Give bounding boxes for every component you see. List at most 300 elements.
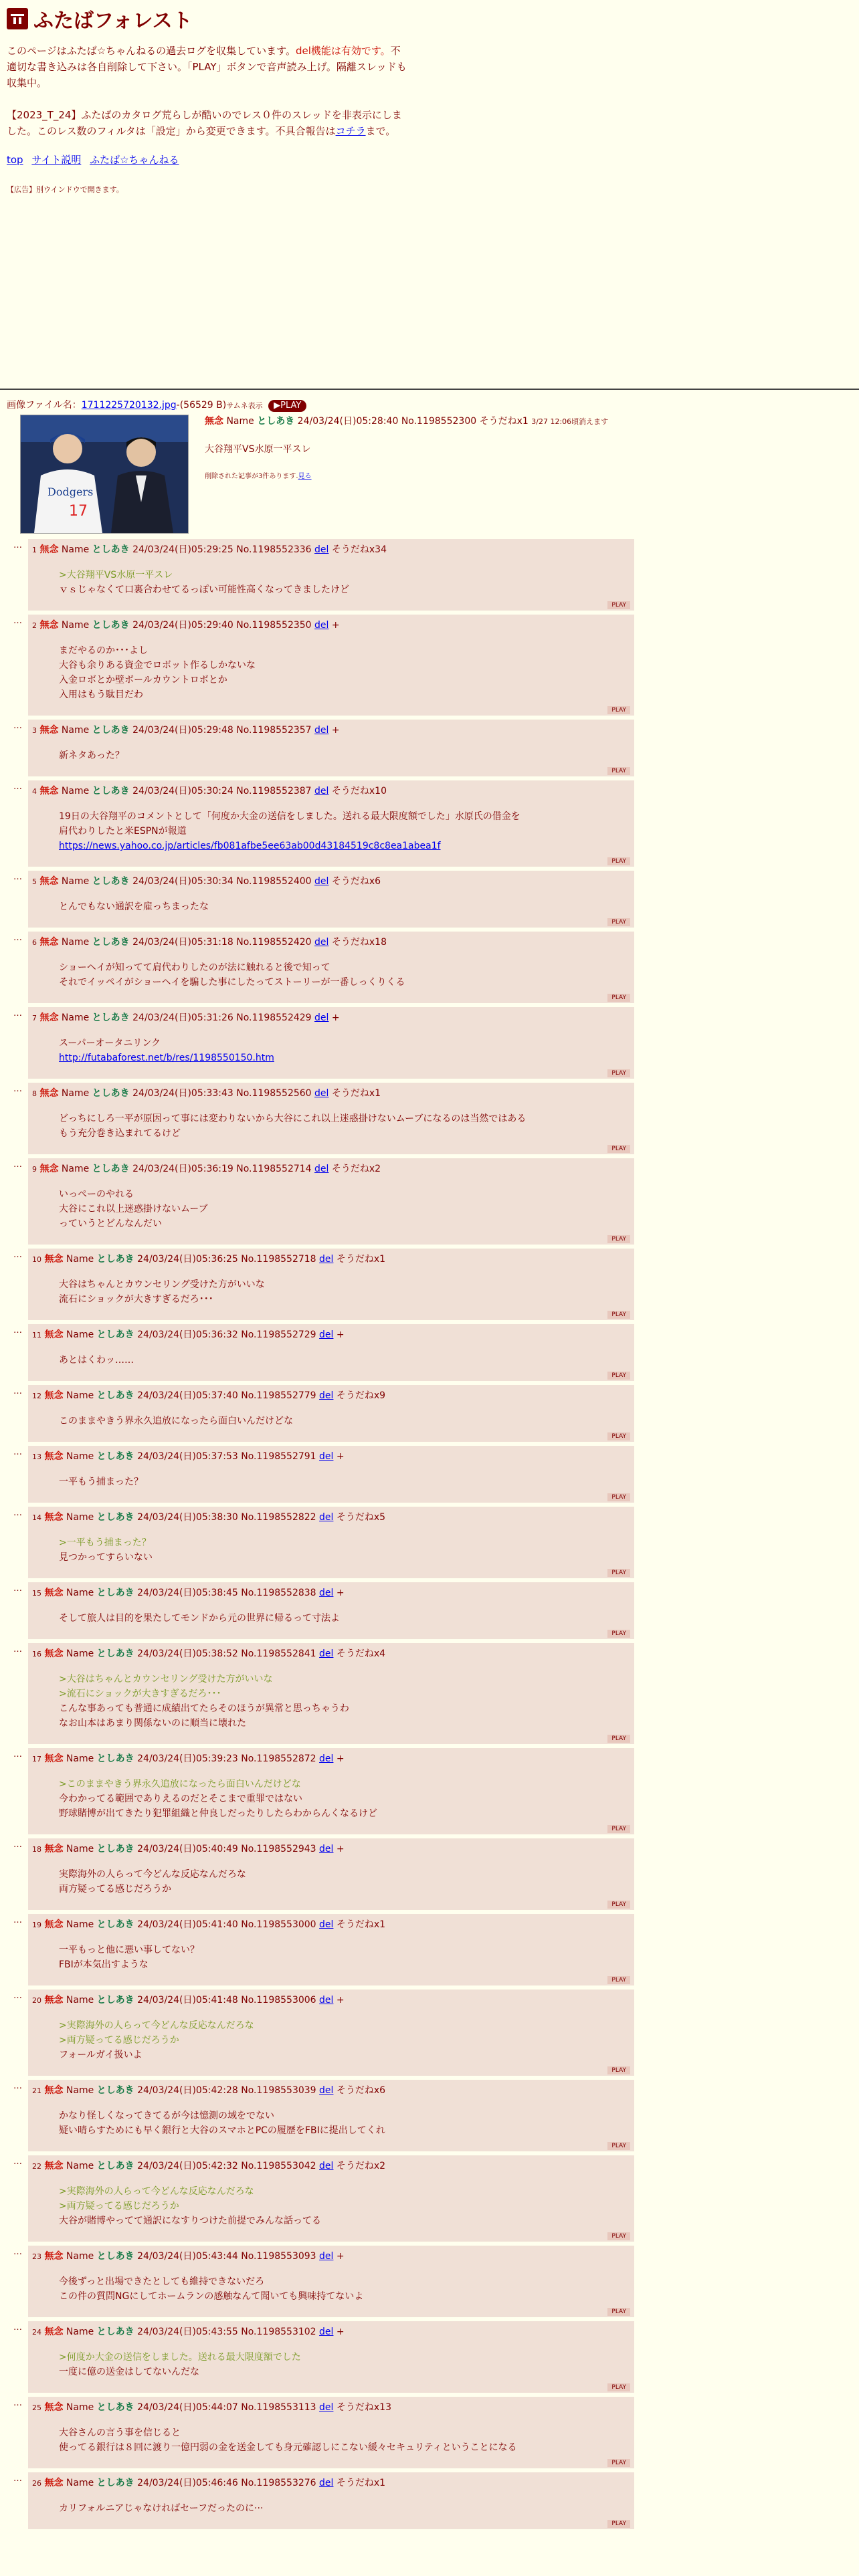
reply-ellipsis-icon: … — [13, 2474, 22, 2484]
reply-soudane-button[interactable]: + — [336, 2251, 345, 2262]
reply-soudane-button[interactable]: + — [331, 725, 340, 736]
reply-del-link[interactable]: del — [319, 1588, 334, 1598]
reply-post — [28, 1158, 634, 1245]
reply-play-button[interactable]: PLAY — [607, 1825, 630, 1833]
reply-number[interactable]: No.1198553093 — [241, 2251, 316, 2262]
reply-play-button[interactable]: PLAY — [607, 1069, 630, 1077]
reply-number[interactable]: No.1198553006 — [241, 1995, 316, 2006]
reply-number[interactable]: No.1198552714 — [236, 1164, 312, 1174]
reply-quote-line: >両方疑ってる感じだろうか — [59, 2035, 179, 2046]
reply-number[interactable]: No.1198553113 — [241, 2402, 316, 2413]
reply-play-button[interactable]: PLAY — [607, 2459, 630, 2467]
reply-post — [28, 2472, 634, 2529]
reply-play-row — [32, 1491, 630, 1501]
reply-play-button[interactable]: PLAY — [607, 857, 630, 865]
reply-del-link[interactable]: del — [314, 725, 329, 736]
reply-quote-line: >実際海外の人らって今どんな反応なんだろな — [59, 2020, 254, 2031]
reply-play-row — [32, 2517, 630, 2528]
reply-date: 24/03/24(日)05:31:26 — [132, 1012, 233, 1023]
reply-del-link[interactable]: del — [319, 1919, 334, 1930]
reply-del-link[interactable]: del — [314, 876, 329, 887]
reply-name-label: Name — [66, 2161, 94, 2171]
reply-subject: 無念 — [44, 2251, 64, 2262]
reply-play-row — [32, 704, 630, 714]
reply-play-button[interactable]: PLAY — [607, 767, 630, 775]
reply-index: 18 — [32, 1845, 41, 1854]
reply-date: 24/03/24(日)05:40:49 — [137, 1844, 238, 1854]
reply-quote-line: >一平もう捕まった？ — [59, 1537, 151, 1548]
reply-date: 24/03/24(日)05:36:25 — [137, 1254, 238, 1265]
reply-name: としあき — [96, 1512, 134, 1523]
reply-line: 大谷が賭博やってて通訳になすりつけた前提でみんな話ってる — [59, 2216, 321, 2226]
nav-link-top[interactable]: top — [7, 154, 23, 166]
reply-number[interactable]: No.1198552872 — [241, 1753, 316, 1764]
reply-quote-line: >このままやきう界永久追放になったら面白いんだけどな — [59, 1779, 301, 1790]
reply-meta — [32, 1842, 630, 1856]
reply-number[interactable]: No.1198552357 — [236, 725, 312, 736]
reply-post — [28, 2321, 634, 2393]
reply-date: 24/03/24(日)05:46:46 — [137, 2478, 238, 2488]
reply-ellipsis-icon: … — [13, 1160, 22, 1170]
reply-soudane-button[interactable]: + — [336, 1844, 345, 1854]
reply-meta — [32, 1918, 630, 1932]
reply-number[interactable]: No.1198552400 — [236, 876, 312, 887]
reply-index: 3 — [32, 726, 37, 735]
reply-play-button[interactable]: PLAY — [607, 2308, 630, 2316]
reply-soudane-button[interactable]: そうだねx1 — [336, 2478, 386, 2488]
reply-soudane-button[interactable]: + — [336, 1995, 345, 2006]
reply-date: 24/03/24(日)05:36:19 — [132, 1164, 233, 1174]
nav-link-about[interactable]: サイト説明 — [31, 154, 82, 166]
reply-ellipsis-icon: … — [13, 616, 22, 626]
reply-play-button[interactable]: PLAY — [607, 2066, 630, 2074]
reply-ellipsis-icon: … — [13, 1250, 22, 1260]
reply-name: としあき — [96, 1844, 134, 1854]
reply-line: 一度に億の送金はしてないんだな — [59, 2367, 199, 2377]
reply-play-button[interactable]: PLAY — [607, 1145, 630, 1153]
reply-index: 26 — [32, 2479, 41, 2488]
reply-del-link[interactable]: del — [319, 1753, 334, 1764]
reply-soudane-button[interactable]: そうだねx4 — [336, 1648, 386, 1659]
reply-line: 新ネタあった？ — [59, 750, 124, 761]
reply-date: 24/03/24(日)05:42:32 — [137, 2161, 238, 2171]
reply-number[interactable]: No.1198552822 — [241, 1512, 316, 1523]
reply-soudane-button[interactable]: そうだねx18 — [331, 937, 387, 948]
reply-post — [28, 2246, 634, 2317]
reply-line: 大谷はちゃんとカウンセリング受けた方がいいな — [59, 1279, 265, 1290]
reply-soudane-button[interactable]: + — [336, 1588, 345, 1598]
reply-play-button[interactable]: PLAY — [607, 1311, 630, 1319]
reply-index: 2 — [32, 621, 37, 630]
reply-number[interactable]: No.1198552791 — [241, 1451, 316, 1462]
reply-line: カリフォルニアじゃなければセーフだったのに··· — [59, 2503, 264, 2514]
reply-del-link[interactable]: del — [319, 1254, 334, 1265]
reply-play-button[interactable]: PLAY — [607, 1235, 630, 1243]
reply-post — [28, 871, 634, 928]
reply-ellipsis-icon: … — [13, 2247, 22, 2257]
reply-date: 24/03/24(日)05:31:18 — [132, 937, 233, 948]
reply-del-link[interactable]: del — [314, 620, 329, 631]
reply-row — [13, 615, 852, 716]
file-size: -(56529 B) — [176, 400, 227, 411]
reply-play-row — [32, 916, 630, 926]
reply-meta — [32, 2401, 630, 2415]
reply-soudane-button[interactable]: そうだねx1 — [331, 1088, 381, 1099]
reply-meta — [32, 1389, 630, 1403]
reply-name-label: Name — [66, 1512, 94, 1523]
reply-del-link[interactable]: del — [319, 1512, 334, 1523]
reply-del-link[interactable]: del — [319, 1844, 334, 1854]
reply-name-label: Name — [66, 1451, 94, 1462]
reply-play-button[interactable]: PLAY — [607, 1735, 630, 1743]
reply-ellipsis-icon: … — [13, 721, 22, 731]
intro-part1: このページはふたば☆ちゃんねるの過去ログを収集しています。 — [7, 45, 296, 57]
reply-text — [59, 2018, 630, 2062]
reply-del-link[interactable]: del — [314, 937, 329, 948]
reply-del-link[interactable]: del — [314, 1012, 329, 1023]
reply-line: FBIが本気出すような — [59, 1959, 149, 1970]
reply-date: 24/03/24(日)05:38:52 — [137, 1648, 238, 1659]
reply-play-row — [32, 2139, 630, 2150]
reply-number[interactable]: No.1198553102 — [241, 2327, 316, 2337]
reply-line: 今後ずっと出場できたとしても維持できないだろ — [59, 2276, 265, 2287]
reply-soudane-button[interactable]: + — [336, 1329, 345, 1340]
reply-soudane-button[interactable]: そうだねx9 — [336, 1390, 386, 1401]
reply-ellipsis-icon: … — [13, 2323, 22, 2333]
notice-link[interactable]: コチラ — [335, 125, 366, 137]
reply-text — [59, 1777, 630, 1821]
reply-name: としあき — [96, 1753, 134, 1764]
op-expire: 3/27 12:06頃消えます — [531, 417, 609, 426]
reply-link[interactable]: https://news.yahoo.co.jp/articles/fb081afbe5ee63ab00d43184519c8c8ea1abea1f — [59, 841, 441, 851]
reply-play-button[interactable]: PLAY — [607, 1432, 630, 1440]
reply-play-button[interactable]: PLAY — [607, 1976, 630, 1984]
reply-name-label: Name — [66, 1588, 94, 1598]
reply-soudane-button[interactable]: + — [331, 620, 340, 631]
reply-row — [13, 1158, 852, 1245]
reply-del-link[interactable]: del — [319, 1390, 334, 1401]
reply-soudane-button[interactable]: そうだねx2 — [336, 2161, 386, 2171]
reply-index: 17 — [32, 1755, 41, 1763]
op-thumbnail[interactable] — [20, 415, 189, 534]
reply-soudane-button[interactable]: + — [331, 1012, 340, 1023]
nav-links — [7, 152, 852, 167]
reply-ellipsis-icon: … — [13, 1008, 22, 1018]
op-post — [7, 415, 852, 534]
notice-body: 【2023_T_24】ふたばのカタログ荒らしが酷いのでレス０件のスレッドを非表示にしました。このレス数のフィルタは「設定」から変更できます。不具合報告は — [7, 109, 402, 137]
reply-play-row — [32, 1369, 630, 1380]
reply-name-label: Name — [66, 1390, 94, 1401]
reply-play-button[interactable]: PLAY — [607, 1901, 630, 1909]
reply-name: としあき — [92, 786, 130, 796]
reply-line: 今わかってる範囲でありえるのだとそこまで重罪ではない — [59, 1794, 302, 1804]
op-subject: 無念 — [205, 416, 223, 427]
reply-del-link[interactable]: del — [319, 1648, 334, 1659]
reply-text — [59, 2109, 630, 2138]
reply-number[interactable]: No.1198552838 — [241, 1588, 316, 1598]
reply-soudane-button[interactable]: そうだねx5 — [336, 1512, 386, 1523]
svg-text:17: 17 — [69, 503, 88, 520]
reply-line: フォールガイ扱いよ — [59, 2050, 142, 2060]
reply-ellipsis-icon: … — [13, 1386, 22, 1396]
reply-subject: 無念 — [44, 1995, 64, 2006]
reply-name-label: Name — [61, 1012, 90, 1023]
notice-text — [7, 107, 408, 139]
reply-del-link[interactable]: del — [319, 2161, 334, 2171]
reply-subject: 無念 — [39, 876, 59, 887]
reply-subject: 無念 — [44, 1329, 64, 1340]
reply-name-label: Name — [61, 876, 90, 887]
reply-play-button[interactable]: PLAY — [607, 706, 630, 714]
reply-play-row — [32, 1142, 630, 1153]
reply-ellipsis-icon: … — [13, 1584, 22, 1594]
reply-line: 野球賭博が出てきたり犯罪組織と仲良しだったりしたらわからんくなるけど — [59, 1808, 377, 1819]
reply-play-row — [32, 1566, 630, 1577]
reply-subject: 無念 — [44, 1844, 64, 1854]
reply-name: としあき — [96, 2251, 134, 2262]
reply-number[interactable]: No.1198553000 — [241, 1919, 316, 1930]
reply-play-button[interactable]: PLAY — [607, 601, 630, 609]
reply-text — [59, 1535, 630, 1565]
reply-soudane-button[interactable]: そうだねx6 — [336, 2085, 386, 2096]
reply-index: 4 — [32, 787, 37, 796]
reply-line: 使ってる銀行は８回に渡り一億円弱の金を送金しても身元確認しにこない緩々セキュリティということになる — [59, 2442, 517, 2453]
reply-post — [28, 1748, 634, 1834]
reply-row — [13, 1748, 852, 1834]
intro-red: del機能は有効です。 — [295, 45, 391, 57]
reply-del-link[interactable]: del — [319, 1995, 334, 2006]
reply-name: としあき — [96, 1329, 134, 1340]
reply-index: 10 — [32, 1255, 41, 1264]
reply-number[interactable]: No.1198553276 — [241, 2478, 316, 2488]
reply-row — [13, 539, 852, 611]
reply-meta — [32, 2084, 630, 2098]
reply-play-button[interactable]: PLAY — [607, 2383, 630, 2391]
reply-text — [59, 1187, 630, 1231]
reply-text — [59, 1611, 630, 1626]
reply-row — [13, 1838, 852, 1910]
op-name: としあき — [257, 416, 295, 427]
reply-post — [28, 1582, 634, 1639]
reply-quote-line: >流石にショックが大きすぎるだろ･･･ — [59, 1689, 221, 1699]
reply-name: としあき — [96, 1390, 134, 1401]
reply-row — [13, 932, 852, 1003]
op-play-label: PLAY — [280, 401, 302, 411]
op-number[interactable]: No.1198552300 — [401, 416, 477, 427]
reply-post — [28, 2155, 634, 2242]
reply-del-link[interactable]: del — [314, 1088, 329, 1099]
reply-text — [59, 568, 630, 597]
op-deleted-note — [205, 470, 608, 480]
reply-name: としあき — [96, 2161, 134, 2171]
reply-subject: 無念 — [44, 1512, 64, 1523]
reply-line: もう充分巻き込まれてるけど — [59, 1128, 181, 1139]
reply-play-button[interactable]: PLAY — [607, 2520, 630, 2528]
nav-link-futaba[interactable]: ふたば☆ちゃんねる — [90, 154, 179, 166]
reply-row — [13, 2397, 852, 2468]
reply-subject: 無念 — [44, 1919, 64, 1930]
reply-soudane-button[interactable]: そうだねx6 — [331, 876, 381, 887]
reply-del-link[interactable]: del — [314, 1164, 329, 1174]
reply-number[interactable]: No.1198552387 — [236, 786, 312, 796]
reply-name: としあき — [92, 876, 130, 887]
reply-link[interactable]: http://futabaforest.net/b/res/1198550150.htm — [59, 1053, 274, 1063]
reply-text — [59, 2426, 630, 2455]
reply-del-link[interactable]: del — [319, 2478, 334, 2488]
reply-del-link[interactable]: del — [319, 2402, 334, 2413]
reply-date: 24/03/24(日)05:30:34 — [132, 876, 233, 887]
reply-line: 19日の大谷翔平のコメントとして「何度か大金の送信をしました。送れる最大限度額でした」水原氏の借金を — [59, 811, 520, 822]
reply-row — [13, 1582, 852, 1639]
reply-name: としあき — [96, 2402, 134, 2413]
reply-del-link[interactable]: del — [319, 1451, 334, 1462]
reply-meta — [32, 2325, 630, 2339]
reply-subject: 無念 — [44, 2478, 64, 2488]
op-deleted-text: 削除された記事が3件あります. — [205, 473, 298, 480]
reply-meta — [32, 2476, 630, 2490]
reply-ellipsis-icon: … — [13, 1749, 22, 1759]
reply-play-button[interactable]: PLAY — [607, 994, 630, 1002]
reply-play-row — [32, 1973, 630, 1984]
reply-number[interactable]: No.1198552429 — [236, 1012, 312, 1023]
reply-date: 24/03/24(日)05:29:25 — [132, 544, 233, 555]
reply-del-link[interactable]: del — [314, 544, 329, 555]
reply-play-row — [32, 599, 630, 609]
reply-number[interactable]: No.1198552779 — [241, 1390, 316, 1401]
reply-play-row — [32, 991, 630, 1002]
reply-number[interactable]: No.1198552336 — [236, 544, 312, 555]
reply-text — [59, 1943, 630, 1972]
reply-name: としあき — [96, 2085, 134, 2096]
reply-index: 15 — [32, 1589, 41, 1598]
reply-number[interactable]: No.1198552350 — [236, 620, 312, 631]
reply-del-link[interactable]: del — [319, 2327, 334, 2337]
reply-post — [28, 780, 634, 867]
reply-ellipsis-icon: … — [13, 2081, 22, 2091]
reply-play-row — [32, 1232, 630, 1243]
reply-name-label: Name — [66, 1995, 94, 2006]
reply-play-button[interactable]: PLAY — [607, 1493, 630, 1501]
reply-index: 21 — [32, 2086, 41, 2095]
reply-meta — [32, 1647, 630, 1661]
reply-soudane-button[interactable]: + — [336, 1753, 345, 1764]
futaba-logo-icon[interactable] — [7, 8, 28, 29]
reply-row — [13, 2155, 852, 2242]
reply-row — [13, 1083, 852, 1154]
reply-play-button[interactable]: PLAY — [607, 2232, 630, 2240]
reply-del-link[interactable]: del — [319, 2085, 334, 2096]
reply-number[interactable]: No.1198552841 — [241, 1648, 316, 1659]
reply-soudane-button[interactable]: そうだねx1 — [336, 1919, 386, 1930]
reply-soudane-button[interactable]: そうだねx10 — [331, 786, 387, 796]
reply-post — [28, 2397, 634, 2468]
reply-number[interactable]: No.1198552718 — [241, 1254, 316, 1265]
reply-meta — [32, 1162, 630, 1176]
reply-soudane-button[interactable]: そうだねx34 — [331, 544, 387, 555]
reply-name-label: Name — [66, 1844, 94, 1854]
page-header — [0, 0, 859, 195]
reply-text — [59, 1111, 630, 1141]
reply-name: としあき — [92, 620, 130, 631]
reply-post — [28, 1385, 634, 1442]
reply-text — [59, 1672, 630, 1731]
reply-line: そして旅人は目的を果たしてモンドから元の世界に帰るって寸法よ — [59, 1613, 340, 1624]
reply-name-label: Name — [66, 1329, 94, 1340]
reply-play-row — [32, 1430, 630, 1440]
reply-number[interactable]: No.1198553042 — [241, 2161, 316, 2171]
reply-soudane-button[interactable]: + — [336, 1451, 345, 1462]
reply-number[interactable]: No.1198552943 — [241, 1844, 316, 1854]
reply-ellipsis-icon: … — [13, 1084, 22, 1094]
reply-quote-line: >大谷はちゃんとカウンセリング受けた方がいいな — [59, 1674, 273, 1685]
reply-soudane-button[interactable]: + — [336, 2327, 345, 2337]
reply-name-label: Name — [61, 544, 90, 555]
reply-play-button[interactable]: PLAY — [607, 1630, 630, 1638]
reply-play-button[interactable]: PLAY — [607, 2142, 630, 2150]
reply-del-link[interactable]: del — [319, 1329, 334, 1340]
reply-index: 25 — [32, 2403, 41, 2412]
op-text: 大谷翔平VS水原一平スレ — [205, 444, 311, 455]
reply-date: 24/03/24(日)05:43:55 — [137, 2327, 238, 2337]
reply-number[interactable]: No.1198552420 — [236, 937, 312, 948]
op-soudane-button[interactable]: そうだねx1 — [479, 416, 529, 427]
reply-line: 一平もう捕まった？ — [59, 1477, 143, 1487]
site-title-text[interactable]: ふたばフォレスト — [33, 9, 193, 33]
intro-text — [7, 43, 408, 91]
reply-soudane-button[interactable]: そうだねx1 — [336, 1254, 386, 1265]
reply-meta — [32, 619, 630, 633]
reply-name: としあき — [96, 1919, 134, 1930]
reply-quote-line: >両方疑ってる感じだろうか — [59, 2201, 179, 2212]
reply-subject: 無念 — [44, 1451, 64, 1462]
reply-meta — [32, 1586, 630, 1600]
reply-text — [59, 809, 630, 853]
reply-ellipsis-icon: … — [13, 782, 22, 792]
reply-line: 肩代わりしたと米ESPNが報道 — [59, 826, 187, 837]
reply-number[interactable]: No.1198552729 — [241, 1329, 316, 1340]
reply-soudane-button[interactable]: そうだねx13 — [336, 2402, 391, 2413]
op-play-button[interactable]: ▶PLAY — [268, 400, 306, 412]
reply-post — [28, 1007, 634, 1079]
reply-soudane-button[interactable]: そうだねx2 — [331, 1164, 381, 1174]
op-deleted-link[interactable]: 見る — [298, 473, 312, 480]
reply-play-button[interactable]: PLAY — [607, 918, 630, 926]
reply-line: 大谷も余りある資金でロボット作るしかないな — [59, 660, 256, 671]
reply-play-button[interactable]: PLAY — [607, 1569, 630, 1577]
reply-line: 実際海外の人らって今どんな反応なんだろな — [59, 1869, 246, 1880]
reply-del-link[interactable]: del — [314, 786, 329, 796]
reply-subject: 無念 — [44, 1390, 64, 1401]
reply-text — [59, 2501, 630, 2516]
reply-index: 5 — [32, 877, 37, 886]
reply-number[interactable]: No.1198553039 — [241, 2085, 316, 2096]
reply-play-button[interactable]: PLAY — [607, 1372, 630, 1380]
reply-del-link[interactable]: del — [319, 2251, 334, 2262]
reply-number[interactable]: No.1198552560 — [236, 1088, 312, 1099]
reply-post — [28, 1643, 634, 1744]
reply-name: としあき — [92, 937, 130, 948]
reply-line: 入用はもう駄目だわ — [59, 689, 143, 700]
reply-play-row — [32, 1732, 630, 1743]
reply-name: としあき — [92, 725, 130, 736]
reply-meta — [32, 1011, 630, 1025]
reply-play-row — [32, 2305, 630, 2316]
reply-line: この件の質問NGにしてホームランの感触なんて聞いても興味持てないよ — [59, 2291, 364, 2302]
file-size-note: サムネ表示 — [226, 401, 263, 410]
reply-post — [28, 1507, 634, 1578]
reply-line: ｖｓじゃなくて口裏合わせてるっぽい可能性高くなってきましたけど — [59, 584, 349, 595]
file-link[interactable]: 1711225720132.jpg — [81, 400, 177, 411]
